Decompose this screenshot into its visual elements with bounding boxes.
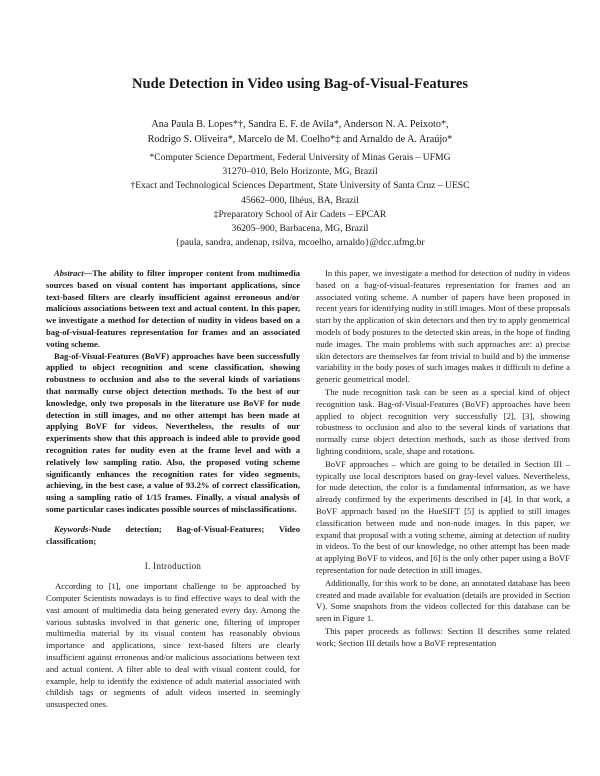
keywords (46, 524, 300, 548)
affiliation-line: 31270–010, Belo Horizonte, MG, Brazil (222, 166, 378, 178)
paper-title: Nude Detection in Video using Bag-of-Visual-Features (131, 76, 469, 92)
abstract-paragraph: Bag-of-Visual-Features (BoVF) approaches have been successfully applied to object recognition and scene classification, showing robustness to occlusion and also to the several kinds of variations that normally curse object detection methods. To the best of our knowledge, only two proposals in the literature use BoVF for nude detection in still images, and no other attempt has been made at applying BoVF for videos. Nevertheless, the results of our experiments show that this approach is indeed able to provide good recognition rates for nudity even at the frame level and with a relatively low sampling ratio. Also, the proposed voting scheme significantly enhances the recognition rates for video segments, achieving, in the best case, a value of 93.2% of correct classification, using a sampling ratio of 1/15 frames. Finally, a visual analysis of some particular cases indicates possible sources of misclassifications. (46, 350, 300, 514)
section-heading: I. Introduction (144, 561, 202, 572)
author-emails: {paula, sandra, andenap, rsilva, mcoelho, arnaldo}@dcc.ufmg.br (175, 237, 425, 248)
keywords-label: Keywords (54, 523, 89, 534)
body-paragraph: In this paper, we investigate a method for detection of nudity in videos based on a bag-of-visual-features representation for frames and an associated voting scheme. A number of papers have been proposed in recent years for identifying nudity in still images. Most of these proposals start by the application of skin detectors and then try to apply geometrical models of body postures to the detected skin areas, in the hope of finding nude images. The main problems with such approaches are: a) precise skin detectors are themselves far from trivial to build and b) the immense variability in the body poses of such images makes it difficult to define a generic geometrical model. (316, 268, 570, 385)
keywords-text: -Nude detection; Bag-of-Visual-Features; Video classification; (46, 523, 300, 546)
abstract (46, 268, 300, 516)
author-line: Ana Paula B. Lopes*†, Sandra E. F. de Avila*, Anderson N. A. Peixoto*, (151, 119, 449, 130)
author-line: Rodrigo S. Oliveira*, Marcelo de M. Coelho*‡ and Arnaldo de A. Araújo* (147, 133, 453, 145)
body-paragraph: BoVF approaches – which are going to be detailed in Section III – typically use local descriptors based on gray-level values. Nevertheless, for nude detection, the color is a fundamental information, as we have already confirmed by the experiments described in [4]. In that work, a BoVF approach based on the HueSIFT [5] is applied to still images classification between nude and non-nude images. In this paper, we expand that proposal with a voting scheme, aiming at detection of nudity in videos. To the best of our knowledge, no other attempt has been made at applying BoVF to videos, and [6] is the only other paper using a BoVF representation for nude detection in still images. (316, 458, 570, 575)
author-list (40, 118, 560, 147)
body-paragraph: This paper proceeds as follows: Section II describes some related work; Section III details how a BoVF representation (316, 625, 570, 648)
affiliation-line: 36205–900, Barbacena, MG, Brazil (231, 223, 369, 235)
body-paragraph: Additionally, for this work to be done, an annotated database has been created and made available for evaluation (details are provided in Section V). Some snapshots from the videos collected for this database can be seen in Figure 1. (316, 577, 570, 624)
affiliations (40, 151, 560, 236)
left-column (46, 268, 300, 712)
intro-body (46, 581, 300, 711)
affiliation-line: *Computer Science Department, Federal University of Minas Gerais – UFMG (149, 152, 451, 163)
abstract-label: Abstract (54, 268, 84, 278)
body-paragraph: The nude recognition task can be seen as a special kind of object recognition task. Bag-of-Visual-Features (BoVF) approaches have been applied to object recognition very successfully [2], [3], showing robustness to occlusion and also to the several kinds of variations that normally curse object detection methods, such as those derived from lighting conditions, scale, shape and rotations. (316, 386, 570, 456)
affiliation-line: ‡Preparatory School of Air Cadets – EPCAR (213, 208, 387, 220)
body-paragraph: According to [1], one important challenge to be approached by Computer Scientists nowadays is to find effective ways to deal with the vast amount of multimedia data being generated every day. Among the various subtasks involved in that generic one, filtering of improper multimedia material by its visual content has reasonably obvious importance and applications, since text-based filters are clearly insufficient against erroneous and/or malicious associations between text and actual content. A filter able to deal with visual content could, for example, help to identify the existence of adult material associated with childish tags or segments of adult videos inserted in seemingly unsuspected ones. (46, 581, 300, 710)
right-column (316, 268, 570, 651)
abstract-paragraph: —The ability to filter improper content from multimedia sources based on visual content has important applications, since text-based filters are clearly insufficient against erroneous and/or malicious associations between text and actual content. In this paper, we investigate a method for detection of nudity in videos based on a bag-of-visual-features representation for frames and an associated voting scheme. (46, 268, 300, 349)
affiliation-line: †Exact and Technological Sciences Department, State University of Santa Cruz – UESC (130, 180, 470, 192)
affiliation-line: 45662–000, Ilhéus, BA, Brazil (241, 194, 359, 206)
